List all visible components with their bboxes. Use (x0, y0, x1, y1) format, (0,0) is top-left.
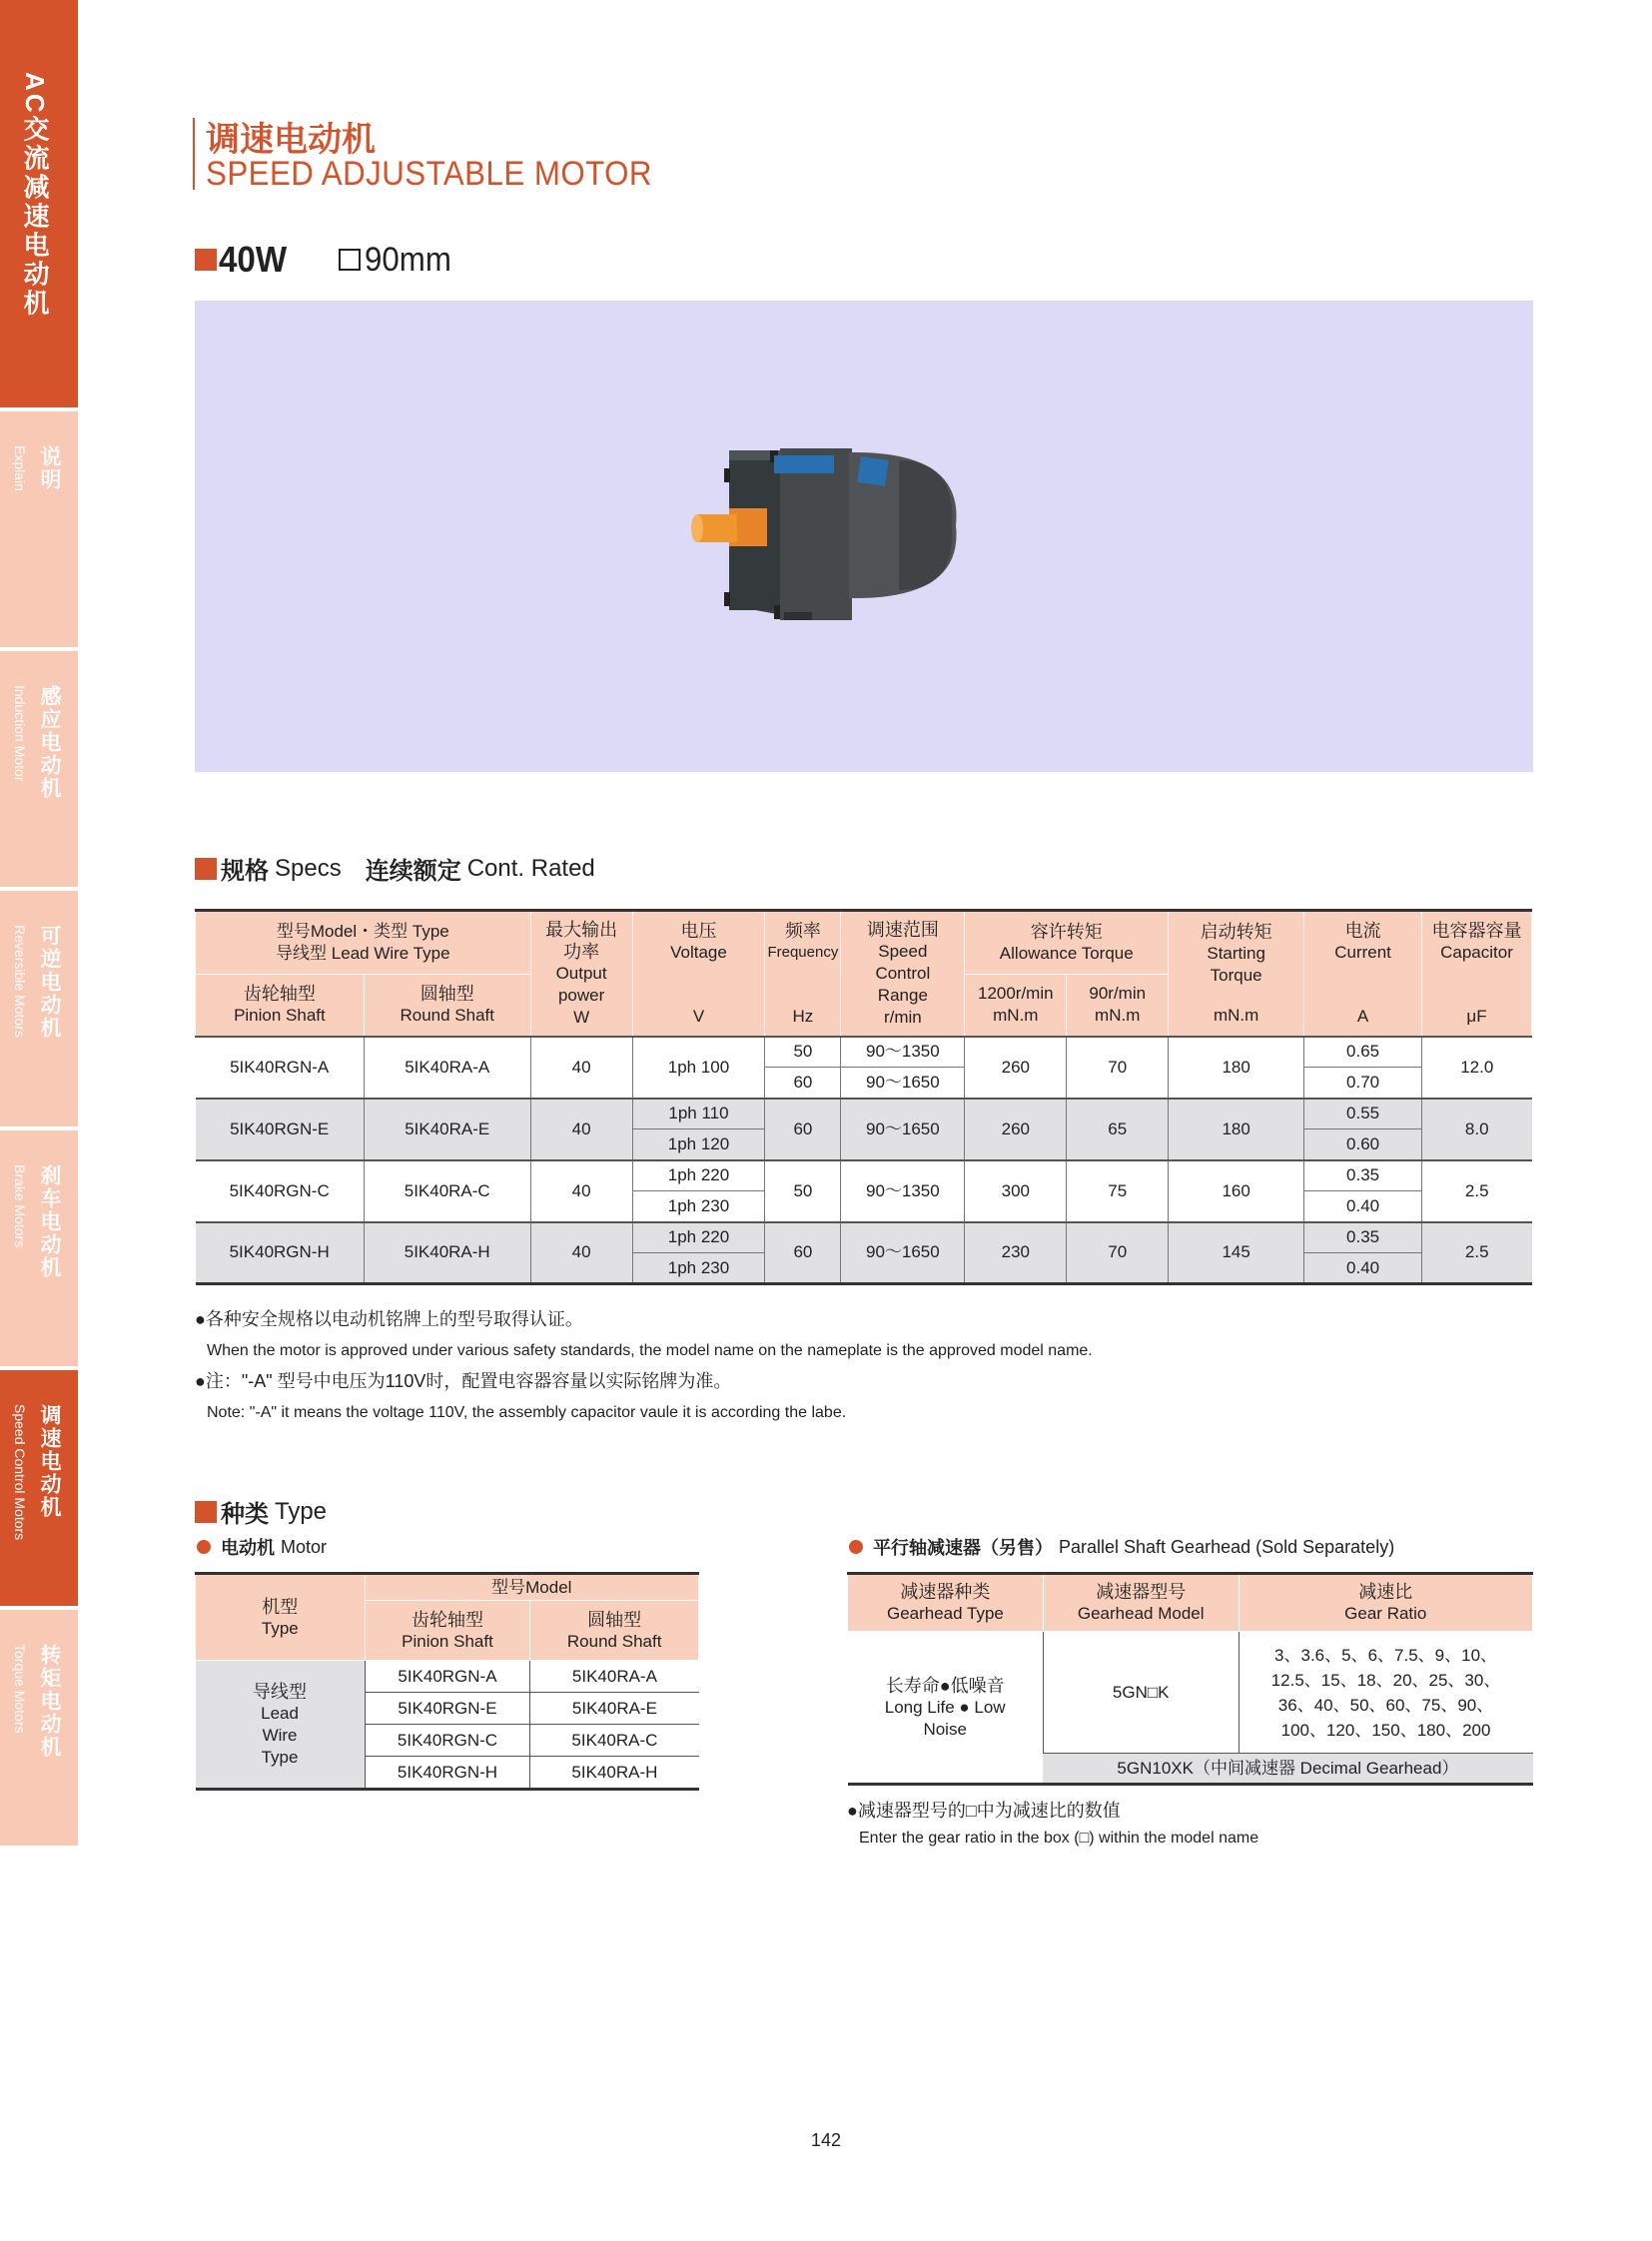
cell-current: 0.35 (1304, 1222, 1422, 1253)
cell-gearhead-type (848, 1632, 1044, 1785)
header-pinion-shaft (365, 1601, 530, 1661)
table-row (196, 1222, 1532, 1253)
header-text: Round Shaft (566, 1631, 662, 1651)
cell-pinion: 5IK40RGN-A (365, 1661, 530, 1693)
cell-pinion: 5IK40RGN-C (196, 1160, 365, 1222)
category-zh: 导线型 (253, 1681, 308, 1702)
header-text: Current (1334, 942, 1391, 962)
cell-speed: 90～1650 (841, 1222, 965, 1284)
filled-square-icon (195, 858, 217, 880)
header-gearhead-model (1043, 1574, 1239, 1632)
bullet-dot-icon (197, 1540, 211, 1554)
cell-voltage: 1ph 220 (632, 1160, 765, 1191)
cell-frequency: 60 (765, 1068, 841, 1099)
header-text: Capacitor (1440, 942, 1513, 962)
tab-label-zh: 可逆电动机 (38, 925, 61, 1040)
cell-frequency: 50 (765, 1037, 841, 1068)
header-text: 齿轮轴型 (411, 1609, 483, 1630)
cell-pinion: 5IK40RGN-E (365, 1693, 530, 1725)
header-text: Speed Control Range (875, 941, 931, 1005)
cell-pinion: 5IK40RGN-C (365, 1725, 530, 1757)
ratio-line: 36、40、50、60、75、90、 (1277, 1695, 1494, 1715)
header-text: Gearhead Model (1077, 1604, 1205, 1623)
tab-label-en: Speed Control Motors (12, 1404, 28, 1541)
type-zh: 长寿命●低噪音 (885, 1675, 1005, 1696)
cell-round: 5IK40RA-A (364, 1037, 530, 1099)
header-text: Round Shaft (400, 1006, 494, 1026)
header-text: 电容器容量 (1431, 920, 1522, 941)
type-heading (195, 1494, 327, 1529)
gearhead-table (847, 1572, 1533, 1786)
type-heading-en: Type (275, 1497, 328, 1525)
specs-heading-zh: 规格 (221, 858, 269, 885)
cell-capacitor: 8.0 (1422, 1099, 1532, 1160)
tab-label-en: Brake Motors (12, 1164, 28, 1248)
cell-speed: 90～1650 (841, 1068, 965, 1099)
tab-label-zh: 说明 (38, 445, 61, 491)
cell-frequency: 50 (765, 1160, 841, 1222)
ratio-line: 12.5、15、18、20、25、30、 (1270, 1670, 1501, 1690)
cell-voltage: 1ph 230 (632, 1253, 765, 1284)
header-torque-1200 (965, 975, 1067, 1037)
filled-square-icon (195, 1501, 217, 1523)
header-text: 频率 (784, 920, 821, 941)
specs-heading-en: Specs (275, 854, 342, 882)
power-rating: 40W (219, 239, 288, 280)
cell-pinion: 5IK40RGN-A (196, 1037, 365, 1099)
cell-torque-1200: 260 (965, 1099, 1067, 1160)
note-1-zh: ●各种安全规格以电动机铭牌上的型号取得认证。 (195, 1309, 583, 1329)
cell-round: 5IK40RA-E (530, 1693, 699, 1725)
tab-label-en: Explain (12, 445, 28, 491)
rating-heading-zh: 连续额定 (365, 858, 461, 885)
table-row (848, 1632, 1533, 1754)
rating-heading-en: Cont. Rated (466, 854, 595, 882)
cell-current: 0.60 (1304, 1129, 1422, 1160)
header-text: 1200r/min (977, 984, 1054, 1004)
header-unit: mN.m (993, 1006, 1039, 1026)
cell-starting-torque: 160 (1169, 1160, 1304, 1222)
cell-current: 0.35 (1304, 1160, 1422, 1191)
ratio-line: 100、120、150、180、200 (1280, 1720, 1491, 1740)
header-text: 减速比 (1358, 1582, 1413, 1602)
page-title-en: SPEED ADJUSTABLE MOTOR (206, 155, 652, 193)
power-frame-line (195, 240, 459, 280)
cell-voltage: 1ph 220 (632, 1222, 765, 1253)
tab-speed-control-motors[interactable] (0, 1370, 78, 1606)
title-accent-bar (193, 118, 195, 190)
filled-square-icon (195, 249, 217, 271)
cell-round: 5IK40RA-A (530, 1661, 699, 1693)
header-text: Pinion Shaft (234, 1006, 326, 1026)
cell-round: 5IK40RA-C (364, 1160, 530, 1222)
cell-pinion: 5IK40RGN-E (196, 1099, 365, 1160)
header-text: Type (261, 1618, 299, 1638)
tab-label-en: Induction Motor (12, 685, 28, 782)
cell-gearhead-model: 5GN□K (1043, 1632, 1239, 1754)
table-row (196, 1037, 1532, 1068)
note-2-zh: ●注："-A" 型号中电压为110V时，配置电容器容量以实际铭牌为准。 (195, 1371, 732, 1391)
tab-label-zh: 调速电动机 (38, 1404, 61, 1519)
header-text: Voltage (670, 942, 727, 962)
cell-torque-90: 70 (1067, 1222, 1169, 1284)
cell-capacitor: 2.5 (1422, 1160, 1532, 1222)
header-allowance-torque (965, 911, 1169, 975)
header-type (196, 1574, 366, 1661)
cell-frequency: 60 (765, 1222, 841, 1284)
header-round-shaft (530, 1601, 699, 1661)
page-number: 142 (810, 2130, 842, 2150)
tab-label-en: Reversible Motors (12, 925, 28, 1038)
motor-subheading (197, 1534, 327, 1560)
cell-voltage: 1ph 110 (632, 1099, 765, 1129)
header-text: Gear Ratio (1344, 1604, 1427, 1623)
frame-size: 90mm (365, 240, 451, 279)
header-unit: W (573, 1007, 590, 1027)
header-text: 电压 (680, 920, 717, 941)
gearhead-label-zh: 平行轴减速器（另售） (873, 1538, 1053, 1558)
note-2-en: Note: "-A" it means the voltage 110V, the assembly capacitor vaule it is according the labe. (207, 1404, 847, 1421)
gearhead-note-en: Enter the gear ratio in the box (□) within the model name (859, 1830, 1259, 1847)
cell-capacitor: 2.5 (1422, 1222, 1532, 1284)
motor-type-table (195, 1572, 699, 1791)
motor-photo (195, 301, 1533, 772)
tab-label-zh: 感应电动机 (38, 685, 61, 800)
header-text: 减速器型号 (1096, 1582, 1187, 1602)
header-text: 调速范围 (866, 919, 939, 940)
cell-pinion: 5IK40RGN-H (196, 1222, 365, 1284)
header-unit: r/min (883, 1007, 922, 1027)
type-en: Long Life ● Low Noise (884, 1697, 1006, 1739)
header-unit: V (692, 1006, 705, 1026)
cell-speed: 90～1650 (841, 1099, 965, 1160)
cell-decimal-gearhead: 5GN10XK（中间减速器 Decimal Gearhead） (1043, 1754, 1532, 1785)
cell-current: 0.65 (1304, 1037, 1422, 1068)
cell-torque-1200: 230 (965, 1222, 1067, 1284)
cell-torque-1200: 300 (965, 1160, 1067, 1222)
header-voltage (632, 911, 765, 1037)
header-gearhead-type (848, 1574, 1044, 1632)
table-row (196, 1661, 699, 1693)
cell-starting-torque: 145 (1169, 1222, 1304, 1284)
cell-round: 5IK40RA-E (364, 1099, 530, 1160)
header-frequency (765, 911, 841, 1037)
cell-voltage: 1ph 120 (632, 1129, 765, 1160)
ratio-line: 3、3.6、5、6、7.5、9、10、 (1274, 1645, 1498, 1665)
header-capacitor (1422, 911, 1532, 1037)
note-1-en: When the motor is approved under various safety standards, the model name on the nameplate is the approved model name. (207, 1342, 1093, 1359)
tab-explain[interactable] (0, 411, 78, 647)
cell-voltage: 1ph 100 (632, 1037, 765, 1099)
table-row (196, 1160, 1532, 1191)
cell-round: 5IK40RA-C (530, 1725, 699, 1757)
header-gear-ratio (1239, 1574, 1532, 1632)
header-pinion-shaft (196, 975, 365, 1037)
header-unit: Hz (792, 1006, 814, 1026)
tab-label-en: Torque Motors (12, 1644, 28, 1734)
category-tab-ac-geared-motor[interactable] (0, 0, 78, 407)
square-outline-icon (339, 249, 361, 271)
cell-gear-ratio (1239, 1632, 1532, 1754)
cell-speed: 90～1350 (841, 1160, 965, 1222)
header-text: 容许转矩 (1030, 922, 1103, 942)
cell-current: 0.55 (1304, 1099, 1422, 1129)
cell-frequency: 60 (765, 1099, 841, 1160)
cell-pinion: 5IK40RGN-H (365, 1757, 530, 1790)
header-text: 导线型 Lead Wire Type (276, 944, 450, 963)
header-text: 圆轴型 (419, 984, 474, 1005)
cell-current: 0.40 (1304, 1191, 1422, 1222)
tab-label-zh: 转矩电动机 (38, 1644, 61, 1759)
header-unit: mN.m (1213, 1005, 1259, 1025)
motor-illustration (195, 301, 1533, 772)
header-text: 齿轮轴型 (243, 984, 316, 1005)
header-text: Frequency (767, 943, 839, 961)
table-row (196, 1099, 1532, 1129)
cell-capacitor: 12.0 (1422, 1037, 1532, 1099)
header-text: 电流 (1344, 920, 1381, 941)
header-text: 最大输出功率 (545, 919, 618, 962)
specs-table (195, 909, 1532, 1285)
side-navigation (0, 0, 78, 1885)
header-text: Gearhead Type (886, 1604, 1004, 1623)
cell-output: 40 (530, 1160, 632, 1222)
cell-output: 40 (530, 1099, 632, 1160)
gearhead-note (847, 1798, 1258, 1852)
cell-current: 0.40 (1304, 1253, 1422, 1284)
gearhead-note-zh: ●减速器型号的□中为减速比的数值 (847, 1801, 1121, 1821)
header-text: Allowance Torque (999, 944, 1134, 963)
header-starting-torque (1169, 911, 1304, 1037)
header-text: 90r/min (1089, 984, 1147, 1004)
tab-brake-motors[interactable] (0, 1130, 78, 1366)
tab-label-zh: 刹车电动机 (38, 1164, 61, 1279)
header-output (530, 911, 632, 1037)
cell-round: 5IK40RA-H (364, 1222, 530, 1284)
header-unit: mN.m (1095, 1006, 1141, 1026)
header-text: 圆轴型 (587, 1609, 642, 1630)
cell-speed: 90～1350 (841, 1037, 965, 1068)
header-text: Output power (555, 963, 607, 1005)
cell-starting-torque: 180 (1169, 1037, 1304, 1099)
page-title-zh: 调速电动机 (206, 121, 376, 159)
type-heading-zh: 种类 (221, 1501, 269, 1528)
header-speed-range (841, 911, 965, 1037)
gearhead-label-en: Parallel Shaft Gearhead (Sold Separately) (1059, 1536, 1395, 1557)
cell-output: 40 (530, 1222, 632, 1284)
header-model-type (196, 911, 531, 975)
header-model: 型号Model (365, 1574, 698, 1601)
header-unit: A (1356, 1006, 1369, 1026)
category-title: AC交流减速电动机 (20, 72, 50, 319)
gearhead-subheading (849, 1534, 1394, 1560)
cell-output: 40 (530, 1037, 632, 1099)
cell-torque-1200: 260 (965, 1037, 1067, 1099)
cell-torque-90: 65 (1067, 1099, 1169, 1160)
header-text: 机型 (262, 1596, 299, 1617)
motor-label-en: Motor (281, 1536, 328, 1557)
cell-starting-torque: 180 (1169, 1099, 1304, 1160)
specs-notes (195, 1304, 1093, 1428)
cell-category (196, 1661, 366, 1790)
header-current (1304, 911, 1422, 1037)
cell-torque-90: 70 (1067, 1037, 1169, 1099)
tab-induction-motor[interactable] (0, 651, 78, 887)
header-text: 型号Model・类型 Type (276, 922, 449, 941)
motor-label-zh: 电动机 (221, 1538, 275, 1558)
tab-reversible-motors[interactable] (0, 891, 78, 1126)
header-torque-90 (1067, 975, 1169, 1037)
header-unit: μF (1466, 1006, 1487, 1026)
category-en: Lead Wire Type (261, 1703, 299, 1767)
header-text: 减速器种类 (900, 1582, 991, 1602)
header-text: Pinion Shaft (402, 1631, 493, 1651)
bullet-dot-icon (849, 1540, 863, 1554)
header-round-shaft (364, 975, 530, 1037)
cell-voltage: 1ph 230 (632, 1191, 765, 1222)
specs-heading (195, 851, 595, 886)
header-text: 启动转矩 (1200, 921, 1272, 942)
cell-current: 0.70 (1304, 1068, 1422, 1099)
cell-torque-90: 75 (1067, 1160, 1169, 1222)
tab-torque-motors[interactable] (0, 1610, 78, 1846)
header-text: Starting Torque (1207, 943, 1265, 985)
cell-round: 5IK40RA-H (530, 1757, 699, 1790)
